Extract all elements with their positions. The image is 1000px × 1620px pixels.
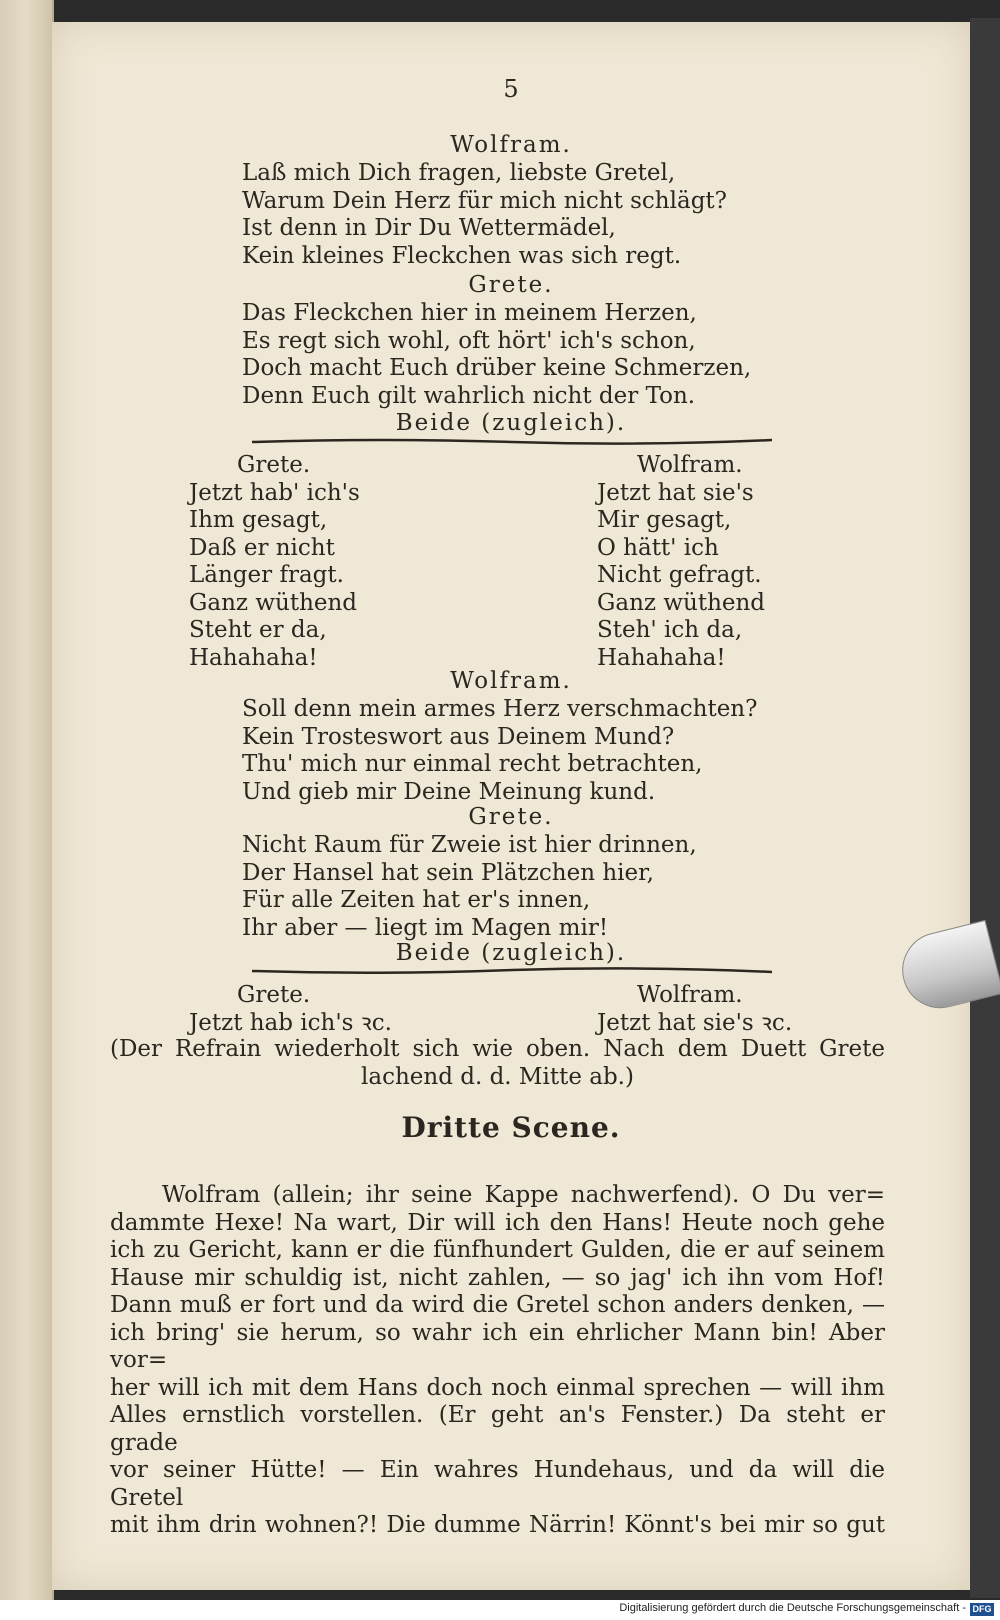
verse-line: Das Fleckchen hier in meinem Herzen,	[242, 300, 697, 326]
verse-line: Thu' mich nur einmal recht betrachten,	[242, 751, 703, 777]
duet2-left-column	[189, 982, 537, 1037]
verse-line: Laß mich Dich fragen, liebste Gretel,	[242, 160, 676, 186]
scene-heading: Dritte Scene.	[401, 1111, 621, 1144]
verse-grete-1	[242, 300, 802, 410]
duet2-right-speaker: Wolfram.	[637, 982, 743, 1008]
page-number: 5	[503, 75, 519, 103]
duet1-right-line: O hätt' ich	[597, 534, 719, 561]
speaker-wolfram-1: Wolfram.	[450, 132, 572, 158]
prose-line: Alles ernstlich vorstellen. (Er geht an's Fenster.) Da steht er grade	[110, 1402, 885, 1456]
verse-line: Und gieb mir Deine Meinung kund.	[242, 778, 656, 805]
divider-rule-2	[252, 966, 772, 976]
verse-line: Der Hansel hat sein Plätzchen hier,	[242, 859, 654, 886]
prose-line: Dann muß er fort und da wird die Gretel schon anders denken, —	[110, 1292, 885, 1318]
prose-line: Hause mir schuldig ist, nicht zahlen, — so jag' ich ihn vom Hof!	[110, 1264, 885, 1291]
verse-line: Ihr aber — liegt im Magen mir!	[242, 914, 609, 941]
verse-line: Für alle Zeiten hat er's innen,	[242, 887, 591, 913]
stage-direction-line: lachend d. d. Mitte ab.)	[361, 1063, 634, 1090]
beide-heading-2: Beide (zugleich).	[395, 940, 627, 966]
prose-line: ich zu Gericht, kann er die fünfhundert Gulden, die er auf seinem	[110, 1237, 885, 1263]
book-page	[52, 22, 970, 1590]
digitization-credit: Digitalisierung gefördert durch die Deutsche Forschungsgemeinschaft -	[619, 1602, 966, 1614]
prose-line: ich bring' sie herum, so wahr ich ein ehrlicher Mann bin! Aber vor=	[110, 1319, 885, 1373]
duet1-right-line: Nicht gefragt.	[597, 562, 762, 588]
book-left-edge	[0, 0, 54, 1600]
duet2-left-line: Jetzt hab ich's ꝛc.	[189, 1009, 392, 1036]
speaker-grete-1: Grete.	[468, 272, 554, 298]
divider-rule-1	[252, 436, 772, 446]
duet1-right-speaker: Wolfram.	[637, 452, 743, 478]
verse-wolfram-2	[242, 696, 802, 806]
duet1-left-line: Jetzt hab' ich's	[189, 479, 360, 506]
duet1-right-line: Steh' ich da,	[597, 617, 743, 643]
prose-paragraph	[110, 1182, 885, 1540]
duet1-left-column	[189, 452, 537, 672]
duet1-left-line: Ihm gesagt,	[189, 507, 328, 533]
duet2-left-speaker: Grete.	[237, 982, 311, 1008]
duet2-right-column	[597, 982, 897, 1037]
duet2-right-line: Jetzt hat sie's ꝛc.	[597, 1009, 793, 1036]
duet1-right-line: Mir gesagt,	[597, 507, 732, 533]
verse-line: Denn Euch gilt wahrlich nicht der Ton.	[242, 382, 696, 409]
prose-line: vor seiner Hütte! — Ein wahres Hundehaus, und da will die Gretel	[110, 1457, 885, 1511]
duet1-right-line: Jetzt hat sie's	[597, 479, 754, 506]
duet1-left-line: Steht er da,	[189, 617, 327, 643]
duet1-left-speaker: Grete.	[237, 452, 311, 478]
prose-line: mit ihm drin wohnen?! Die dumme Närrin! Könnt's bei mir so gut	[110, 1512, 885, 1538]
duet1-left-line: Hahahaha!	[189, 644, 318, 671]
verse-line: Nicht Raum für Zweie ist hier drinnen,	[242, 832, 697, 858]
stage-direction	[110, 1036, 885, 1091]
verse-line: Doch macht Euch drüber keine Schmerzen,	[242, 355, 752, 381]
duet1-right-line: Ganz wüthend	[597, 589, 766, 616]
duet1-right-column	[597, 452, 897, 672]
speaker-grete-2: Grete.	[468, 804, 554, 830]
book-right-edge	[970, 18, 1000, 1598]
duet1-left-line: Ganz wüthend	[189, 589, 358, 616]
prose-line: her will ich mit dem Hans doch noch einmal sprechen — will ihm	[110, 1374, 885, 1401]
verse-grete-2	[242, 832, 802, 942]
beide-heading-1: Beide (zugleich).	[395, 410, 627, 436]
verse-line: Kein Trosteswort aus Deinem Mund?	[242, 723, 675, 750]
speaker-wolfram-2: Wolfram.	[450, 668, 572, 694]
verse-line: Ist denn in Dir Du Wettermädel,	[242, 215, 616, 241]
prose-line: Wolfram (allein; ihr seine Kappe nachwerfend). O Du ver=	[162, 1182, 885, 1208]
duet1-right-line: Hahahaha!	[597, 644, 726, 671]
dfg-logo: DFG	[970, 1603, 994, 1616]
verse-line: Kein kleines Fleckchen was sich regt.	[242, 242, 682, 269]
prose-line: dammte Hexe! Na wart, Dir will ich den Hans! Heute noch gehe	[110, 1209, 885, 1236]
duet1-left-line: Daß er nicht	[189, 534, 335, 561]
verse-line: Es regt sich wohl, oft hört' ich's schon,	[242, 327, 696, 354]
verse-line: Soll denn mein armes Herz verschmachten?	[242, 696, 758, 722]
verse-wolfram-1	[242, 160, 802, 270]
verse-line: Warum Dein Herz für mich nicht schlägt?	[242, 187, 727, 214]
stage-direction-line: (Der Refrain wiederholt sich wie oben. Nach dem Duett Grete	[110, 1036, 885, 1062]
duet1-left-line: Länger fragt.	[189, 562, 344, 588]
